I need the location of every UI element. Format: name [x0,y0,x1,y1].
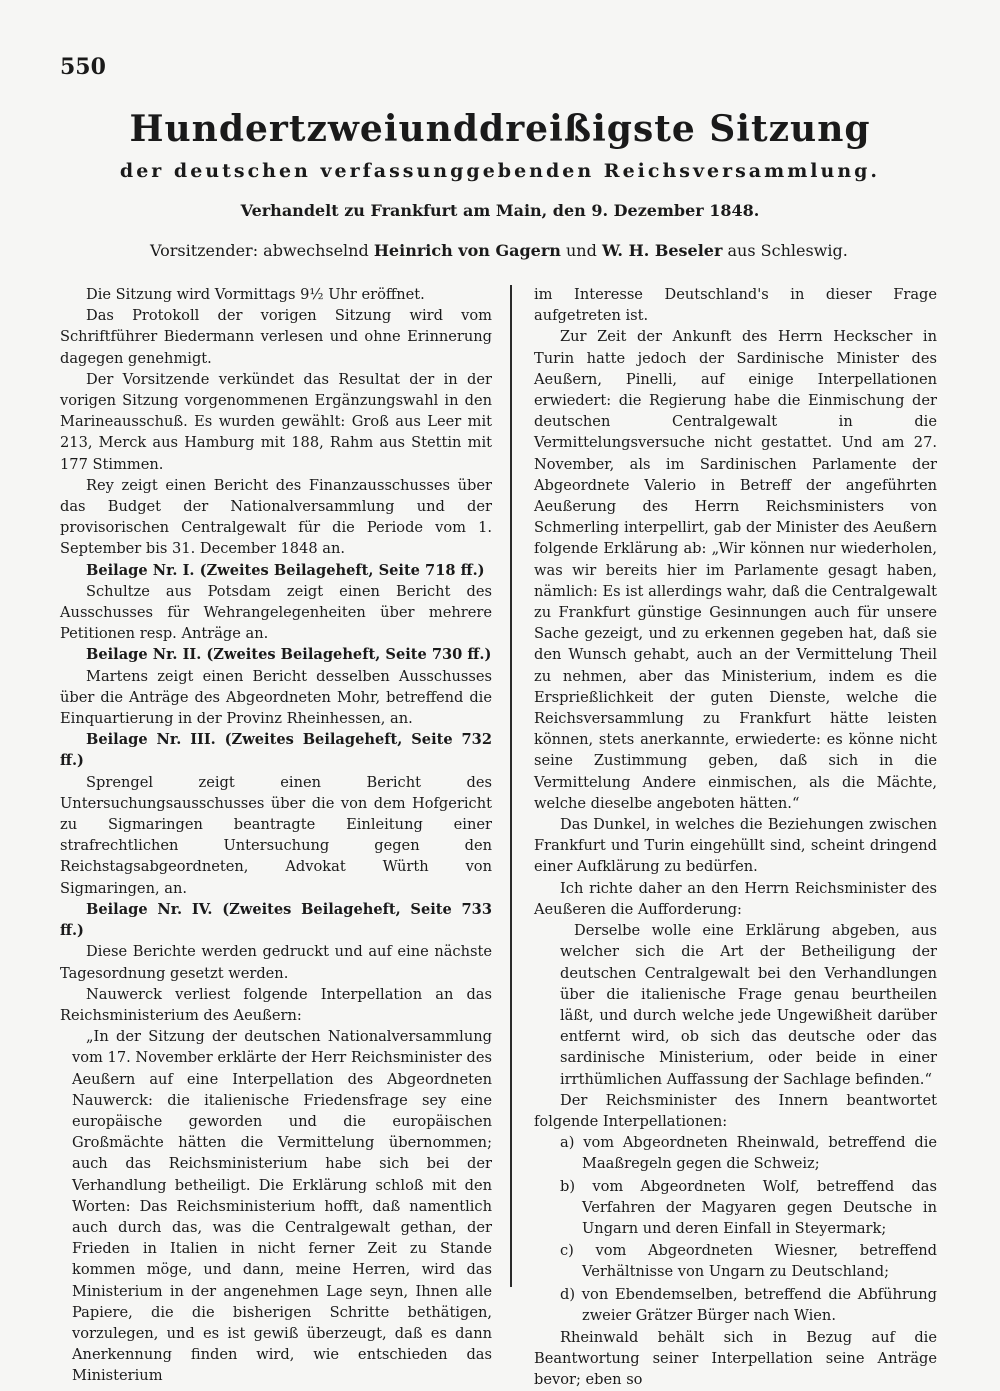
chair-prefix: Vorsitzender: abwechselnd [150,241,369,260]
list-item: d) von Ebendemselben, betreffend die Abführung zweier Grätzer Bürger nach Wien. [560,1285,937,1324]
paragraph: Nauwerck verliest folgende Interpellation an das Reichsministerium des Aeußern: [60,985,492,1024]
paragraph: im Interesse Deutschland's in dieser Frage aufgetreten ist. [534,286,937,325]
beilage-reference: Beilage Nr. IV. (Zweites Beilageheft, Seite 733 ff.) [60,900,492,940]
beilage-reference: Beilage Nr. III. (Zweites Beilageheft, Seite 732 ff.) [60,731,492,770]
paragraph: Rheinwald behält sich in Bezug auf die Beantwortung seiner Interpellation seine Anträge bevor; eben so [534,1328,937,1389]
list-item: a) vom Abgeordneten Rheinwald, betreffend die Maaßregeln gegen die Schweiz; [560,1134,937,1173]
paragraph: Der Vorsitzende verkündet das Resultat der in der vorigen Sitzung vorgenommenen Ergänzungswahl in den Marineausschuß. Es wurden gewählt: Groß aus Leer mit 213, Merck aus Hamburg mit 188, Rahm aus Stettin mit 177 Stimmen. [60,370,492,473]
paragraph: Die Sitzung wird Vormittags 9½ Uhr eröffnet. [86,286,425,303]
paragraph: Ich richte daher an den Herrn Reichsminister des Aeußeren die Aufforderung: [534,879,937,918]
right-column [534,284,937,1391]
page-number: 550 [60,54,106,80]
chair-line [150,241,870,260]
interpellation-list [534,1132,937,1326]
chair-suffix: aus Schleswig. [727,241,848,260]
chair-name-1: Heinrich von Gagern [373,241,561,260]
column-divider [510,285,512,1287]
paragraph: Diese Berichte werden gedruckt und auf eine nächste Tagesordnung gesetzt werden. [60,943,492,982]
paragraph: Der Reichsminister des Innern beantwortet folgende Interpellationen: [534,1091,937,1130]
paragraph: Rey zeigt einen Bericht des Finanzausschusses über das Budget der Nationalversammlung und der provisorischen Centralgewalt für die Periode vom 1. September bis 31. December 1848 an. [60,476,492,558]
paragraph: Martens zeigt einen Bericht desselben Ausschusses über die Anträge des Abgeordneten Mohr, betreffend die Einquartierung in der Provinz Rheinhessen, an. [60,667,492,728]
paragraph: Schultze aus Potsdam zeigt einen Bericht des Ausschusses für Wehrangelegenheiten über mehrere Petitionen resp. Anträge an. [60,582,492,643]
request-quote: Derselbe wolle eine Erklärung abgeben, aus welcher sich die Art der Betheiligung der deutschen Centralgewalt bei den Verhandlungen über die italienische Frage genau beurtheilen läßt, und durch welche jede Ungewißheit darüber entfernt wird, ob sich das deutsche oder das sardinische Ministerium, oder beide in einer irrthümlichen Auffassung der Sachlage befinden.“ [560,922,937,1088]
beilage-reference: Beilage Nr. I. (Zweites Beilageheft, Seite 718 ff.) [86,561,485,579]
dateline: Verhandelt zu Frankfurt am Main, den 9. Dezember 1848. [240,201,760,220]
paragraph: Sprengel zeigt einen Bericht des Untersuchungsausschusses über die von dem Hofgericht zu Sigmaringen beantragte Einleitung einer strafrechtlichen Untersuchung gegen den Reichstagsabgeordneten, Advokat Würth von Sigmaringen, an. [60,773,492,897]
beilage-reference: Beilage Nr. II. (Zweites Beilageheft, Seite 730 ff.) [86,646,492,664]
paragraph: Das Protokoll der vorigen Sitzung wird vom Schriftführer Biedermann verlesen und ohne Erinnerung dagegen genehmigt. [60,307,492,367]
chair-and: und [566,241,597,260]
page-subtitle: der deutschen verfassunggebenden Reichsversammlung. [119,160,881,182]
interpellation-quote: „In der Sitzung der deutschen Nationalversammlung vom 17. November erklärte der Herr Reichsminister des Aeußern auf eine Interpellation des Abgeordneten Nauwerck: die italienische Friedensfrage sey eine europäische geworden und die europäischen Großmächte hätten die Vermittelung übernommen; auch das Reichsministerium habe sich bei der Verhandlung betheiligt. Die Erklärung schloß mit den Worten: Das Reichsministerium hofft, daß namentlich auch durch das, was die Centralgewalt gethan, der Frieden in Italien in nicht ferner Zeit zu Stande kommen möge, und dann, meine Herren, wird das Ministerium in der angenehmen Lage seyn, Ihnen alle Papiere, die die bisherigen Schritte bethätigen, vorzulegen, und es ist gewiß überzeugt, daß es dann Anerkennung finden wird, wie entschieden das Ministerium [72,1028,492,1385]
page-title: Hundertzweiunddreißigste Sitzung [129,108,871,150]
paragraph: Das Dunkel, in welches die Beziehungen zwischen Frankfurt und Turin eingehüllt sind, scheint dringend einer Aufklärung zu bedürfen. [534,816,937,876]
paragraph: Zur Zeit der Ankunft des Herrn Heckscher in Turin hatte jedoch der Sardinische Minister des Aeußern, Pinelli, auf einige Interpellationen erwiedert: die Regierung habe die Einmischung der deutschen Centralgewalt in die Vermittelungsversuche nicht gestattet. Und am 27. November, als im Sardinischen Parlamente der Abgeordnete Valerio in Betreff der angeführten Aeußerung des Herrn Reichsministers von Schmerling interpellirt, gab der Minister des Aeußern folgende Erklärung ab: „Wir können nur wiederholen, was wir bereits hier im Parlamente gesagt haben, nämlich: Es ist allerdings wahr, daß die Centralgewalt zu Frankfurt günstige Gesinnungen auch für unsere Sache gezeigt, und zu erkennen gegeben hat, daß sie den Wunsch gehabt, auch an der Vermittelung Theil zu nehmen, aber das Ministerium, indem es die Ersprießlichkeit der guten Dienste, welche die Reichsversammlung zu Frankfurt hätte leisten können, stets anerkannte, erwiederte: es könne nicht seine Zustimmung geben, daß sich in die Vermittelung Andere einmischen, als die Mächte, welche dieselbe angeboten hätten.“ [534,328,937,812]
list-item: b) vom Abgeordneten Wolf, betreffend das Verfahren der Magyaren gegen Deutsche in Ungarn und deren Einfall in Steyermark; [560,1177,937,1237]
chair-name-2: W. H. Beseler [601,241,723,260]
left-column [60,284,492,1387]
list-item: c) vom Abgeordneten Wiesner, betreffend Verhältnisse von Ungarn zu Deutschland; [560,1242,937,1281]
